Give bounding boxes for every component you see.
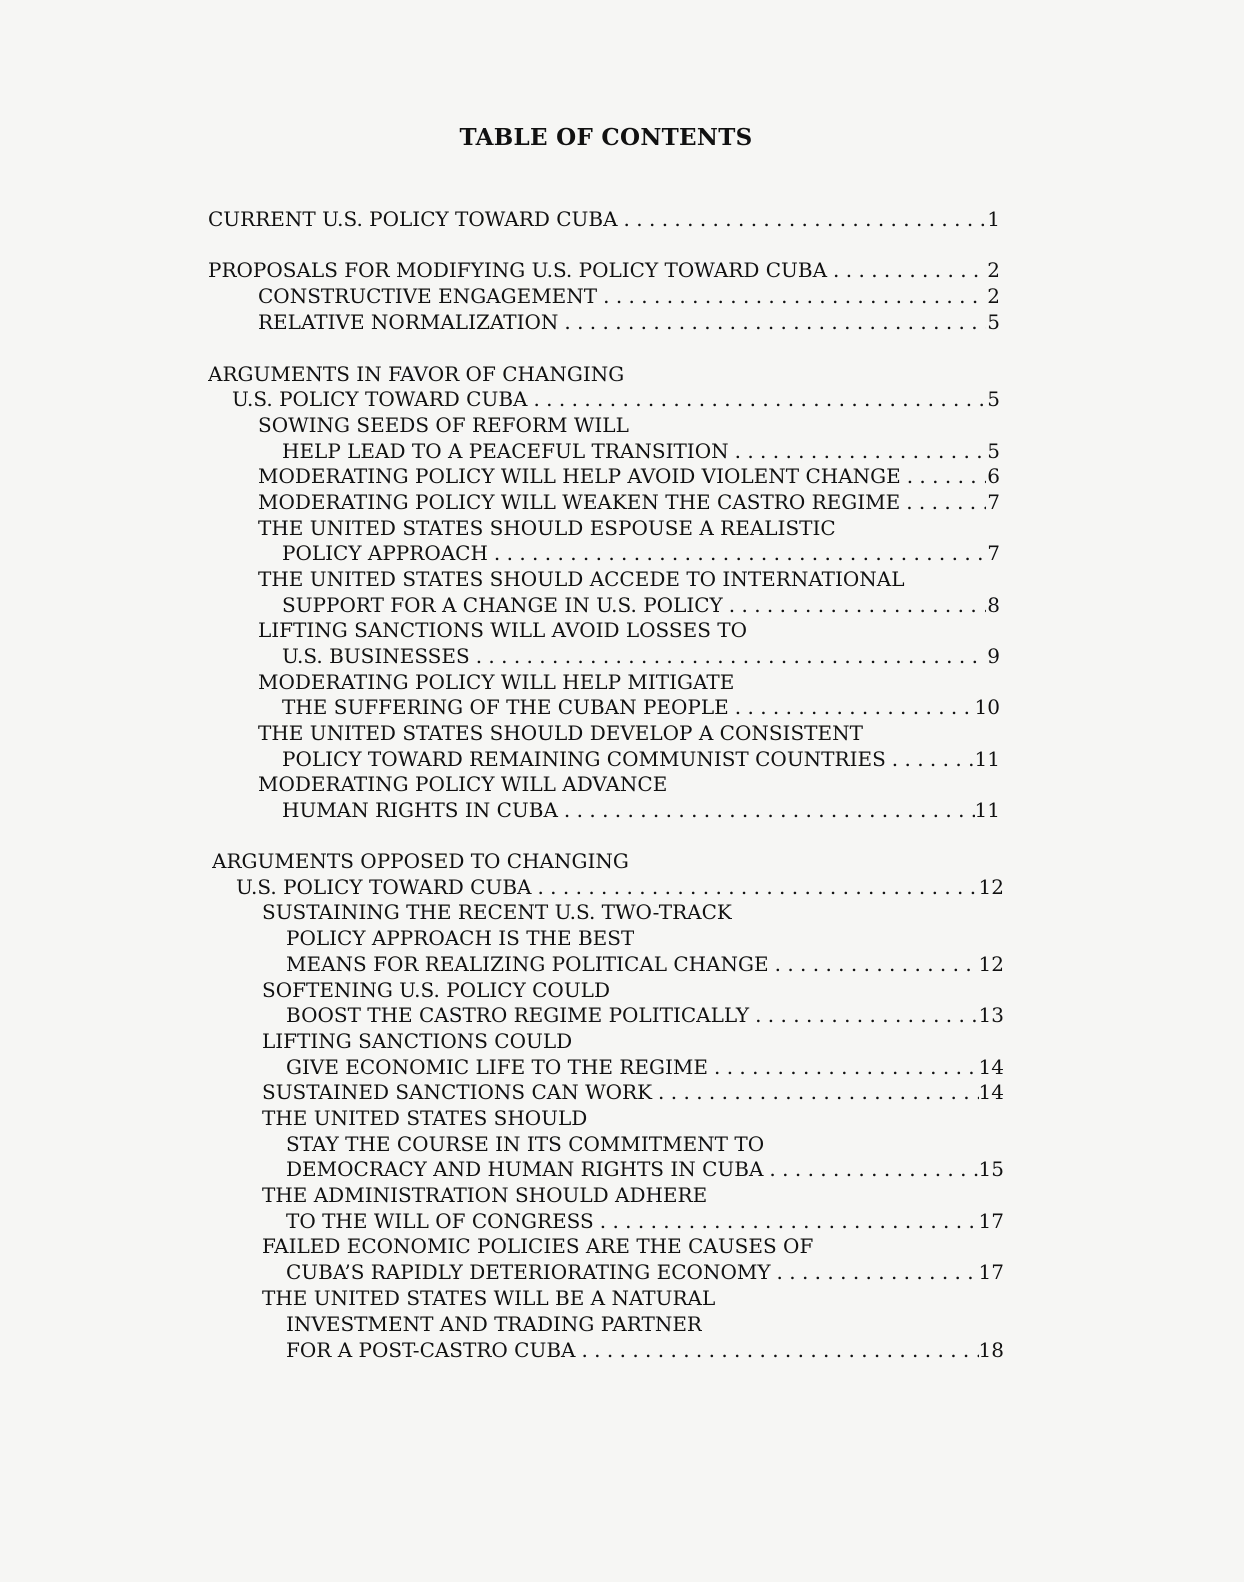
toc-entry	[282, 592, 1000, 618]
toc-entry	[282, 694, 1000, 720]
toc-leader-dots	[763, 1156, 978, 1182]
toc-leader-dots	[575, 1337, 978, 1363]
toc-entry-title: THE UNITED STATES SHOULD	[262, 1106, 588, 1130]
toc-page-number: 14	[978, 1055, 1004, 1079]
toc-entry	[282, 540, 1000, 566]
toc-entry-title: THE UNITED STATES SHOULD ESPOUSE A REALISTIC	[258, 516, 836, 540]
toc-entry	[258, 309, 1000, 335]
toc-entry	[286, 1311, 702, 1337]
toc-page-number: 2	[987, 258, 1000, 282]
toc-page-number: 5	[987, 439, 1000, 463]
toc-entry-title: TO THE WILL OF CONGRESS	[286, 1209, 594, 1233]
toc-entry-title: U.S. POLICY TOWARD CUBA	[232, 387, 528, 411]
toc-entry	[212, 848, 629, 874]
toc-entry-title: THE UNITED STATES WILL BE A NATURAL	[262, 1286, 716, 1310]
toc-entry	[208, 206, 1000, 232]
toc-leader-dots	[900, 489, 986, 515]
toc-entry	[262, 1028, 572, 1054]
toc-entry	[282, 438, 1000, 464]
toc-entry	[286, 1259, 1004, 1285]
toc-entry-title: ARGUMENTS OPPOSED TO CHANGING	[212, 849, 629, 873]
toc-leader-dots	[618, 206, 986, 232]
toc-entry	[286, 925, 634, 951]
toc-entry-title: CUBA’S RAPIDLY DETERIORATING ECONOMY	[286, 1260, 771, 1284]
toc-entry	[262, 1285, 715, 1311]
toc-entry-title: POLICY TOWARD REMAINING COMMUNIST COUNTRIES	[282, 747, 886, 771]
toc-entry-title: MEANS FOR REALIZING POLITICAL CHANGE	[286, 952, 769, 976]
toc-entry-title: HUMAN RIGHTS IN CUBA	[282, 798, 558, 822]
toc-entry	[262, 977, 610, 1003]
toc-entry-title: U.S. POLICY TOWARD CUBA	[236, 875, 532, 899]
toc-entry	[236, 874, 1004, 900]
toc-entry	[258, 617, 747, 643]
toc-entry-title: LIFTING SANCTIONS COULD	[262, 1029, 573, 1053]
toc-page-number: 12	[978, 952, 1004, 976]
toc-leader-dots	[558, 309, 986, 335]
toc-entry	[286, 1002, 1004, 1028]
toc-leader-dots	[729, 694, 975, 720]
toc-leader-dots	[470, 643, 986, 669]
toc-page-number: 14	[978, 1080, 1004, 1104]
toc-entry	[258, 771, 667, 797]
toc-page-number: 8	[987, 593, 1000, 617]
toc-entry-title: FOR A POST-CASTRO CUBA	[286, 1338, 576, 1362]
toc-leader-dots	[597, 283, 986, 309]
toc-page-number: 9	[987, 644, 1000, 668]
toc-entry-title: LIFTING SANCTIONS WILL AVOID LOSSES TO	[258, 618, 748, 642]
toc-entry	[258, 283, 1000, 309]
toc-leader-dots	[723, 592, 986, 618]
toc-entry	[286, 1337, 1004, 1363]
toc-entry-title: INVESTMENT AND TRADING PARTNER	[286, 1312, 702, 1336]
toc-entry-title: POLICY APPROACH	[282, 541, 488, 565]
toc-leader-dots	[886, 746, 975, 772]
toc-entry	[208, 257, 1000, 283]
toc-entry	[286, 1156, 1004, 1182]
toc-leader-dots	[769, 951, 979, 977]
toc-leader-dots	[558, 797, 975, 823]
toc-entry	[258, 412, 629, 438]
toc-leader-dots	[901, 463, 986, 489]
toc-entry-title: THE UNITED STATES SHOULD DEVELOP A CONSISTENT	[258, 721, 863, 745]
toc-entry-title: GIVE ECONOMIC LIFE TO THE REGIME	[286, 1055, 708, 1079]
toc-entry	[232, 386, 1000, 412]
toc-entry-title: SOWING SEEDS OF REFORM WILL	[258, 413, 629, 437]
toc-entry-title: RELATIVE NORMALIZATION	[258, 310, 559, 334]
toc-page-number: 18	[978, 1338, 1004, 1362]
toc-leader-dots	[729, 438, 986, 464]
toc-page-number: 11	[974, 747, 1000, 771]
toc-page-number: 17	[978, 1260, 1004, 1284]
toc-entry-title: THE SUFFERING OF THE CUBAN PEOPLE	[282, 695, 729, 719]
toc-leader-dots	[708, 1054, 979, 1080]
toc-entry	[262, 1105, 587, 1131]
toc-entry	[282, 797, 1000, 823]
toc-page-number: 12	[978, 875, 1004, 899]
toc-leader-dots	[749, 1002, 978, 1028]
toc-page-number: 7	[987, 541, 1000, 565]
toc-entry	[262, 1182, 707, 1208]
toc-entry	[286, 1131, 764, 1157]
page-title: TABLE OF CONTENTS	[459, 124, 753, 151]
toc-leader-dots	[488, 540, 986, 566]
toc-entry	[258, 489, 1000, 515]
toc-leader-dots	[594, 1208, 979, 1234]
toc-entry-title: THE UNITED STATES SHOULD ACCEDE TO INTERNATIONAL	[258, 567, 905, 591]
toc-entry-title: SOFTENING U.S. POLICY COULD	[262, 978, 610, 1002]
toc-leader-dots	[531, 874, 978, 900]
toc-entry-title: PROPOSALS FOR MODIFYING U.S. POLICY TOWARD CUBA	[208, 258, 828, 282]
toc-entry-title: BOOST THE CASTRO REGIME POLITICALLY	[286, 1003, 750, 1027]
toc-entry	[258, 566, 905, 592]
toc-entry-title: SUPPORT FOR A CHANGE IN U.S. POLICY	[282, 593, 723, 617]
toc-entry-title: FAILED ECONOMIC POLICIES ARE THE CAUSES OF	[262, 1234, 814, 1258]
toc-page-number: 1	[987, 207, 1000, 231]
toc-entry-title: SUSTAINING THE RECENT U.S. TWO-TRACK	[262, 900, 732, 924]
toc-entry	[282, 746, 1000, 772]
toc-entry	[258, 515, 836, 541]
toc-entry-title: HELP LEAD TO A PEACEFUL TRANSITION	[282, 439, 729, 463]
toc-entry	[286, 951, 1004, 977]
toc-entry	[282, 643, 1000, 669]
toc-entry-title: ARGUMENTS IN FAVOR OF CHANGING	[208, 362, 625, 386]
toc-leader-dots	[827, 257, 986, 283]
toc-entry-title: STAY THE COURSE IN ITS COMMITMENT TO	[286, 1132, 765, 1156]
toc-page-number: 17	[978, 1209, 1004, 1233]
toc-entry	[258, 463, 1000, 489]
toc-entry-title: MODERATING POLICY WILL HELP MITIGATE	[258, 670, 735, 694]
toc-entry-title: U.S. BUSINESSES	[282, 644, 470, 668]
toc-entry-title: CURRENT U.S. POLICY TOWARD CUBA	[208, 207, 618, 231]
toc-leader-dots	[771, 1259, 979, 1285]
toc-leader-dots	[652, 1079, 979, 1105]
toc-page-number: 13	[978, 1003, 1004, 1027]
toc-entry	[262, 1233, 813, 1259]
toc-entry	[262, 1079, 1004, 1105]
toc-page-number: 11	[974, 798, 1000, 822]
toc-entry-title: SUSTAINED SANCTIONS CAN WORK	[262, 1080, 653, 1104]
toc-page-number: 6	[987, 464, 1000, 488]
toc-leader-dots	[527, 386, 986, 412]
toc-entry-title: POLICY APPROACH IS THE BEST	[286, 926, 635, 950]
toc-page-number: 5	[987, 387, 1000, 411]
toc-entry-title: THE ADMINISTRATION SHOULD ADHERE	[262, 1183, 708, 1207]
toc-entry-title: CONSTRUCTIVE ENGAGEMENT	[258, 284, 598, 308]
toc-entry-title: MODERATING POLICY WILL HELP AVOID VIOLENT CHANGE	[258, 464, 901, 488]
toc-page-number: 5	[987, 310, 1000, 334]
toc-entry-title: MODERATING POLICY WILL WEAKEN THE CASTRO REGIME	[258, 490, 901, 514]
toc-page-number: 10	[974, 695, 1000, 719]
toc-entry	[258, 669, 734, 695]
toc-page-number: 2	[987, 284, 1000, 308]
toc-page-number: 7	[987, 490, 1000, 514]
toc-entry	[262, 899, 732, 925]
toc-entry-title: MODERATING POLICY WILL ADVANCE	[258, 772, 668, 796]
toc-entry-title: DEMOCRACY AND HUMAN RIGHTS IN CUBA	[286, 1157, 764, 1181]
toc-entry	[286, 1054, 1004, 1080]
toc-entry	[208, 361, 624, 387]
toc-entry	[258, 720, 863, 746]
toc-page-number: 15	[978, 1157, 1004, 1181]
toc-entry	[286, 1208, 1004, 1234]
